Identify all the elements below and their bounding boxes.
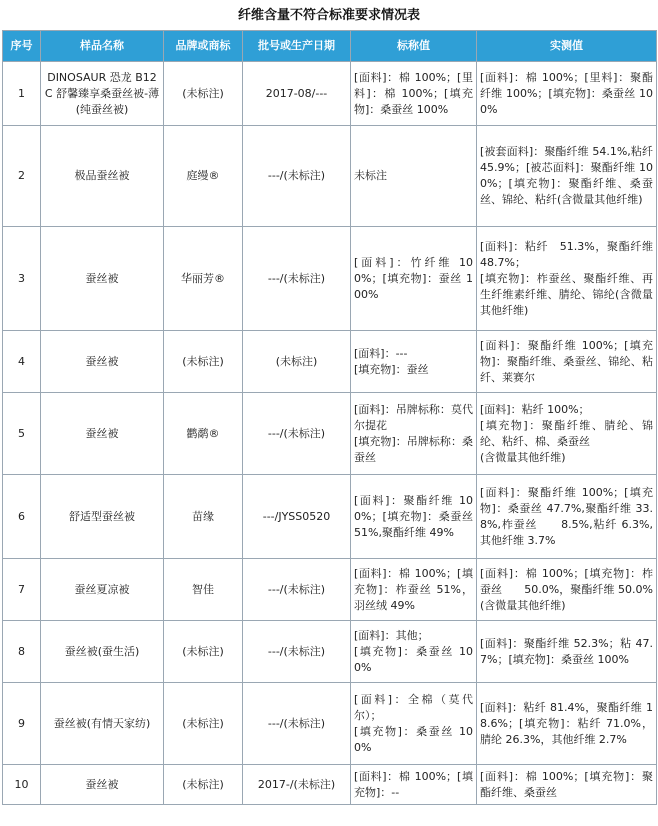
cell-nominal: [面料]：吊牌标称：莫代尔提花 [填充物]：吊牌标称：桑蚕丝 (351, 393, 477, 475)
cell-brand: (未标注) (164, 621, 243, 683)
cell-batch: ---/(未标注) (243, 227, 351, 331)
cell-batch: ---/(未标注) (243, 126, 351, 227)
cell-measured: [被套面料]：聚酯纤维 54.1%,粘纤 45.9%；[被芯面料]：聚酯纤维 100%；[填充物]：聚酯纤维、桑蚕丝、锦纶、粘纤(含微量其他纤维) (477, 126, 657, 227)
cell-batch: ---/(未标注) (243, 559, 351, 621)
cell-no: 3 (3, 227, 41, 331)
cell-no: 2 (3, 126, 41, 227)
cell-no: 4 (3, 331, 41, 393)
table-row (3, 62, 657, 126)
cell-brand: 华丽芳® (164, 227, 243, 331)
cell-no: 1 (3, 62, 41, 126)
cell-nominal: [面料]：棉 100%；[填充物]：-- (351, 765, 477, 805)
cell-name: 蚕丝被(蚕生活) (41, 621, 164, 683)
col-header-brand: 品牌或商标 (164, 31, 243, 62)
cell-measured: [面料]：聚酯纤维 52.3%；粘 47.7%；[填充物]：桑蚕丝 100% (477, 621, 657, 683)
cell-batch: (未标注) (243, 331, 351, 393)
cell-name: 舒适型蚕丝被 (41, 475, 164, 559)
cell-batch: ---/JYSS0520 (243, 475, 351, 559)
cell-name: 极品蚕丝被 (41, 126, 164, 227)
cell-brand: (未标注) (164, 683, 243, 765)
cell-measured: [面料]：棉 100%；[填充物]：柞蚕丝 50.0%，聚酯纤维 50.0%(含微量其他纤维) (477, 559, 657, 621)
table-row (3, 559, 657, 621)
cell-name: 蚕丝被(有情天家纺) (41, 683, 164, 765)
cell-measured: [面料]：棉 100%；[里料]：聚酯纤维 100%；[填充物]：桑蚕丝 100% (477, 62, 657, 126)
cell-batch: 2017-08/--- (243, 62, 351, 126)
table-row (3, 765, 657, 805)
table-row (3, 621, 657, 683)
cell-brand: 智佳 (164, 559, 243, 621)
table-row (3, 126, 657, 227)
cell-name: 蚕丝夏凉被 (41, 559, 164, 621)
col-header-measured: 实测值 (477, 31, 657, 62)
cell-no: 5 (3, 393, 41, 475)
table-row (3, 331, 657, 393)
cell-name: DINOSAUR 恐龙 B12C 舒馨臻享桑蚕丝被-薄(纯蚕丝被) (41, 62, 164, 126)
col-header-name: 样品名称 (41, 31, 164, 62)
cell-name: 蚕丝被 (41, 331, 164, 393)
cell-brand: (未标注) (164, 765, 243, 805)
table-row (3, 683, 657, 765)
cell-nominal: [面料]：全棉（莫代尔）； [填充物]：桑蚕丝 100% (351, 683, 477, 765)
cell-batch: ---/(未标注) (243, 683, 351, 765)
table-row (3, 227, 657, 331)
cell-nominal: [面料]：--- [填充物]：蚕丝 (351, 331, 477, 393)
cell-brand: 苗缘 (164, 475, 243, 559)
cell-batch: 2017-/(未标注) (243, 765, 351, 805)
cell-nominal: [面料]：棉 100%；[填充物]：柞蚕丝 51%，羽丝绒 49% (351, 559, 477, 621)
cell-nominal: [面料]：其他； [填充物]：桑蚕丝 100% (351, 621, 477, 683)
table-title: 纤维含量不符合标准要求情况表 (237, 8, 420, 23)
cell-brand: 鹳鹬® (164, 393, 243, 475)
cell-measured: [面料]：粘纤 100%； [填充物]：聚酯纤维、腈纶、锦纶、粘纤、棉、桑蚕丝 (含微量其他纤维) (477, 393, 657, 475)
cell-measured: [面料]：棉 100%；[填充物]：聚酯纤维、桑蚕丝 (477, 765, 657, 805)
cell-brand: (未标注) (164, 62, 243, 126)
cell-batch: ---/(未标注) (243, 393, 351, 475)
cell-nominal: 未标注 (351, 126, 477, 227)
cell-measured: [面料]：粘纤 51.3%，聚酯纤维 48.7%； [填充物]：柞蚕丝、聚酯纤维、再生纤维素纤维、腈纶、锦纶(含微量其他纤维) (477, 227, 657, 331)
cell-name: 蚕丝被 (41, 393, 164, 475)
cell-name: 蚕丝被 (41, 227, 164, 331)
cell-measured: [面料]：聚酯纤维 100%；[填充物]：桑蚕丝 47.7%,聚酯纤维 33.8%,柞蚕丝 8.5%,粘纤 6.3%,其他纤维 3.7% (477, 475, 657, 559)
table-row (3, 475, 657, 559)
cell-brand: (未标注) (164, 331, 243, 393)
cell-nominal: [面料]：棉 100%；[里料]：棉 100%；[填充物]：桑蚕丝 100% (351, 62, 477, 126)
cell-measured: [面料]：聚酯纤维 100%；[填充物]：聚酯纤维、桑蚕丝、锦纶、粘纤、莱赛尔 (477, 331, 657, 393)
cell-no: 6 (3, 475, 41, 559)
cell-nominal: [面料]：聚酯纤维 100%；[填充物]：桑蚕丝 51%,聚酯纤维 49% (351, 475, 477, 559)
cell-no: 8 (3, 621, 41, 683)
cell-brand: 庭缦® (164, 126, 243, 227)
table-row (3, 393, 657, 475)
col-header-batch: 批号或生产日期 (243, 31, 351, 62)
cell-no: 10 (3, 765, 41, 805)
cell-name: 蚕丝被 (41, 765, 164, 805)
cell-no: 9 (3, 683, 41, 765)
col-header-no: 序号 (3, 31, 41, 62)
cell-batch: ---/(未标注) (243, 621, 351, 683)
col-header-nominal: 标称值 (351, 31, 477, 62)
cell-no: 7 (3, 559, 41, 621)
header-row (3, 31, 657, 62)
cell-measured: [面料]：粘纤 81.4%，聚酯纤维 18.6%；[填充物]：粘纤 71.0%，腈纶 26.3%，其他纤维 2.7% (477, 683, 657, 765)
cell-nominal: [面料]：竹纤维 100%；[填充物]：蚕丝 100% (351, 227, 477, 331)
fiber-content-table (2, 30, 657, 805)
